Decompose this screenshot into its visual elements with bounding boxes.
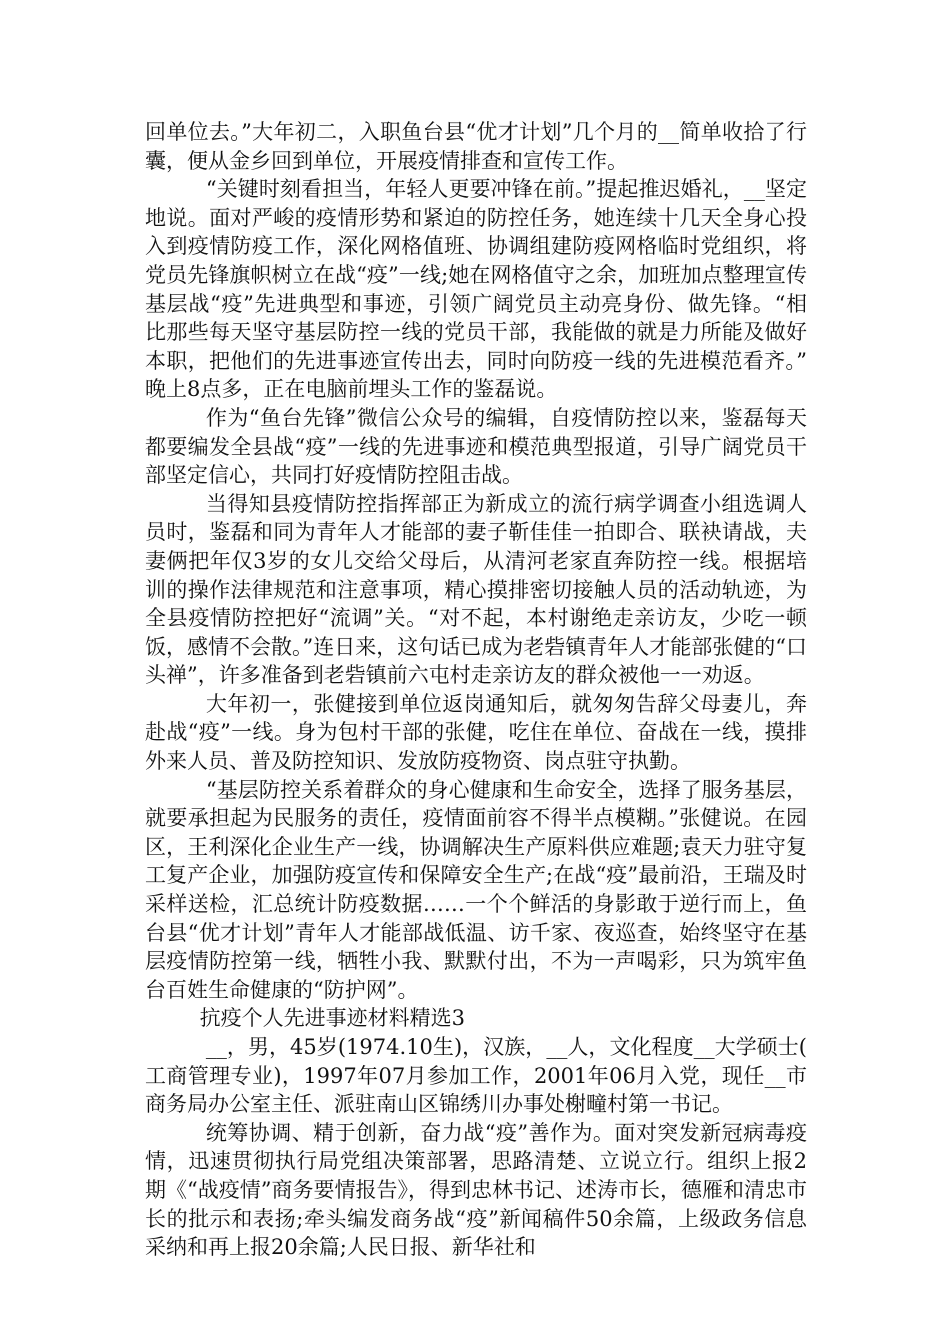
paragraph-7: __，男，45岁(1974.10生)，汉族，__人，文化程度__大学硕士(工商管理专业)，1997年07月参加工作，2001年06月入党，现任__市商务局办公室主任、派驻南山区锦绣川办事处榭疃村第一书记。 bbox=[145, 1035, 807, 1117]
paragraph-4: 当得知县疫情防控指挥部正为新成立的流行病学调查小组选调人员时，鉴磊和同为青年人才能部的妻子靳佳佳一拍即合、联袂请战，夫妻俩把年仅3岁的女儿交给父母后，从清河老家直奔防控一线。根据培训的操作法律规范和注意事项，精心摸排密切接触人员的活动轨迹，为全县疫情防控把好“流调”关。“对不起，本村谢绝走亲访友，少吃一顿饭，感情不会散。”连日来，这句话已成为老砦镇青年人才能部张健的“口头禅”，许多准备到老砦镇前六屯村走亲访友的群众被他一一劝返。 bbox=[145, 491, 807, 688]
paragraph-1: 回单位去。”大年初二，入职鱼台县“优才计划”几个月的__简单收拾了行囊，便从金乡回到单位，开展疫情排查和宣传工作。 bbox=[145, 120, 807, 173]
document-body bbox=[145, 118, 807, 1262]
paragraph-8: 统筹协调、精于创新，奋力战“疫”善作为。面对突发新冠病毒疫情，迅速贯彻执行局党组决策部署，思路清楚、立说立行。组织上报2期《“战疫情”商务要情报告》，得到忠林书记、述涛市长，德雁和清忠市长的批示和表扬;牵头编发商务战“疫”新闻稿件50余篇，上级政务信息采纳和再上报20余篇;人民日报、新华社和 bbox=[145, 1120, 807, 1260]
section-heading: 抗疫个人先进事迹材料精选3 bbox=[199, 1006, 465, 1031]
paragraph-6: “基层防控关系着群众的身心健康和生命安全，选择了服务基层，就要承担起为民服务的责任，疫情面前容不得半点模糊。”张健说。在园区，王利深化企业生产一线，协调解决生产原料供应难题;袁天力驻守复工复产企业，加强防疫宣传和保障安全生产;在战“疫”最前沿，王瑞及时采样送检，汇总统计防疫数据……一个个鲜活的身影敢于逆行而上，鱼台县“优才计划”青年人才能部战低温、访千家、夜巡查，始终坚守在基层疫情防控第一线，牺牲小我、默默付出，不为一声喝彩，只为筑牢鱼台百姓生命健康的“防护网”。 bbox=[145, 777, 807, 1002]
paragraph-2: “关键时刻看担当，年轻人更要冲锋在前。”提起推迟婚礼，__坚定地说。面对严峻的疫情形势和紧迫的防控任务，她连续十几天全身心投入到疫情防疫工作，深化网格值班、协调组建防疫网格临时党组织，将党员先锋旗帜树立在战“疫”一线;她在网格值守之余，加班加点整理宣传基层战“疫”先进典型和事迹，引领广阔党员主动亮身份、做先锋。“相比那些每天坚守基层防控一线的党员干部，我能做的就是力所能及做好本职，把他们的先进事迹宣传出去，同时向防疫一线的先进模范看齐。”晚上8点多，正在电脑前埋头工作的鉴磊说。 bbox=[145, 177, 807, 402]
paragraph-3: 作为“鱼台先锋”微信公众号的编辑，自疫情防控以来，鉴磊每天都要编发全县战“疫”一线的先进事迹和模范典型报道，引导广阔党员干部坚定信心，共同打好疫情防控阻击战。 bbox=[145, 405, 807, 488]
paragraph-5: 大年初一，张健接到单位返岗通知后，就匆匆告辞父母妻儿，奔赴战“疫”一线。身为包村干部的张健，吃住在单位、奋战在一线，摸排外来人员、普及防控知识、发放防疫物资、岗点驻守执勤。 bbox=[145, 691, 807, 774]
